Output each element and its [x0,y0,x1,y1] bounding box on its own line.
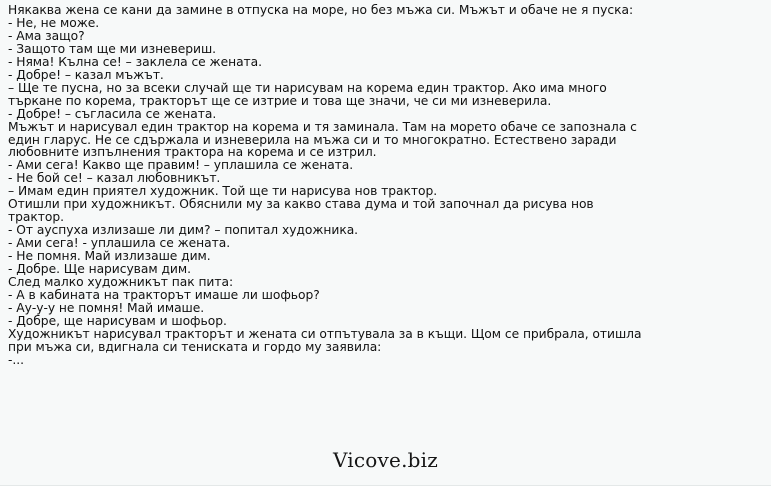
story-line: - Няма! Кълна се! – заклела се жената. [8,54,263,69]
story-line: – Ще те пусна, но за всеки случай ще ти нарисувам на корема един трактор. Ако има много [8,80,607,95]
story-line: любовните изпълнения трактора на корема и се изтрил. [8,145,377,160]
story-line: - Ау-у-у не помня! Май имаше. [8,300,205,315]
site-watermark: Vicove.biz [333,448,438,472]
story-line: - Добре! – съгласила се жената. [8,106,217,121]
story-line: - Не бой се! – казал любовникът. [8,171,221,186]
story-line: - Добре! – казал мъжът. [8,67,164,82]
story-line: - Ама защо? [8,28,85,43]
story-line: - Не помня. Май излизаше дим. [8,249,211,264]
story-line: След малко художникът пак пита: [8,275,234,290]
story-line: Отишли при художникът. Обяснили му за какво става дума и той започнал да рисува нов [8,197,594,212]
story-line: – Имам един приятел художник. Той ще ти нарисува нов трактор. [8,184,438,199]
joke-text [8,3,642,367]
story-line: Художникът нарисувал тракторът и жената си отпътувала за в къщи. Щом се прибрала, отишла [8,326,642,341]
story-line: - Добре. Ще нарисувам дим. [8,262,191,277]
story-line: - Добре, ще нарисувам и шофьор. [8,313,227,328]
story-line: - А в кабината на тракторът имаше ли шофьор? [8,287,320,302]
story-line: един гларус. Не се сдържала и изневерила на мъжа си и то многократно. Естествено заради [8,132,617,147]
story-line: - Защото там ще ми изневериш. [8,41,217,56]
story-line: - Ами сега! Какво ще правим! – уплашила се жената. [8,158,354,173]
story-line: -... [8,352,24,367]
story-line: - Ами сега! - уплашила се жената. [8,236,231,251]
story-line: Някаква жена се кани да замине в отпуска на море, но без мъжа си. Мъжът и обаче не я пуска: [8,3,634,17]
story-line: - Не, не може. [8,15,100,30]
story-line: търкане по корема, тракторът ще се изтрие и това ще значи, че си ми изневерила. [8,93,552,108]
story-line: при мъжа си, вдигнала си тениската и гордо му заявила: [8,339,382,354]
story-line: - От ауспуха излизаше ли дим? – попитал художника. [8,223,359,238]
story-line: Мъжът и нарисувал един трактор на корема и тя заминала. Там на морето обаче се запознала с [8,119,637,134]
story-line: трактор. [8,210,64,225]
